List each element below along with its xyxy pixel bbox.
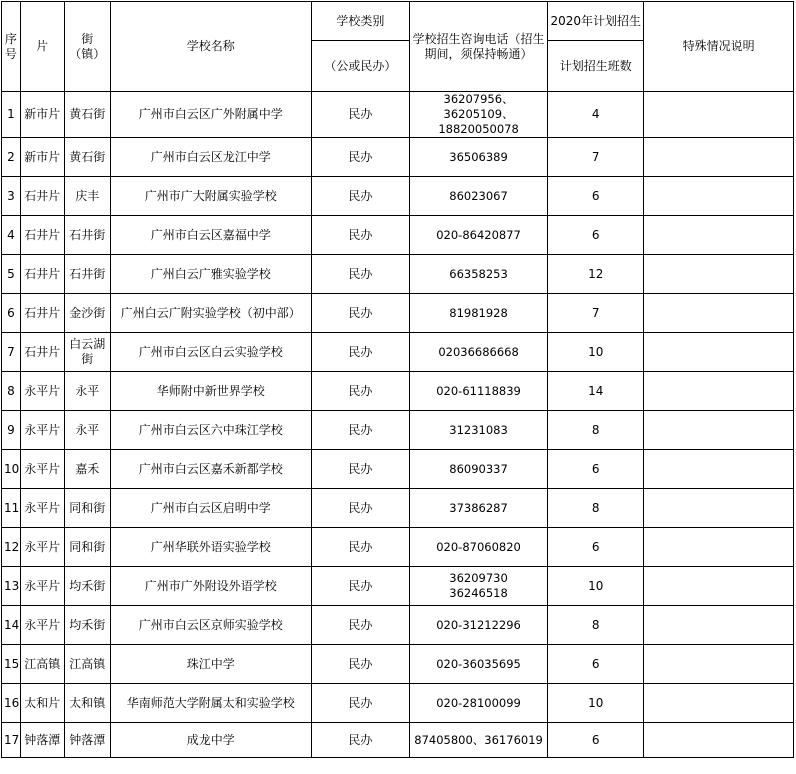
table-row xyxy=(2,528,794,567)
row-note xyxy=(644,216,794,255)
row-school-name: 华南师范大学附属太和实验学校 xyxy=(110,684,311,723)
row-note xyxy=(644,450,794,489)
row-seq: 12 xyxy=(2,528,21,567)
table-row xyxy=(2,333,794,372)
row-school-type: 民办 xyxy=(311,333,409,372)
row-phone: 87405800、36176019 xyxy=(410,723,548,758)
row-area: 太和片 xyxy=(20,684,64,723)
table-row xyxy=(2,177,794,216)
row-phone: 02036686668 xyxy=(410,333,548,372)
row-school-name: 广州白云广附实验学校（初中部） xyxy=(110,294,311,333)
row-plan-classes: 8 xyxy=(548,489,644,528)
table-row xyxy=(2,294,794,333)
row-school-type: 民办 xyxy=(311,138,409,177)
table-row xyxy=(2,255,794,294)
row-street: 金沙街 xyxy=(64,294,110,333)
row-school-name: 广州市广大附属实验学校 xyxy=(110,177,311,216)
row-note xyxy=(644,528,794,567)
row-street: 白云湖街 xyxy=(64,333,110,372)
row-plan-classes: 6 xyxy=(548,450,644,489)
header-phone: 学校招生咨询电话（招生期间，须保持畅通） xyxy=(410,2,548,92)
row-phone: 020-87060820 xyxy=(410,528,548,567)
row-note xyxy=(644,567,794,606)
row-area: 新市片 xyxy=(20,92,64,138)
row-plan-classes: 7 xyxy=(548,294,644,333)
row-plan-classes: 10 xyxy=(548,684,644,723)
row-note xyxy=(644,684,794,723)
row-area: 永平片 xyxy=(20,450,64,489)
row-seq: 10 xyxy=(2,450,21,489)
row-school-type: 民办 xyxy=(311,216,409,255)
header-area: 片 xyxy=(20,2,64,92)
row-school-type: 民办 xyxy=(311,684,409,723)
row-seq: 15 xyxy=(2,645,21,684)
row-street: 均禾街 xyxy=(64,606,110,645)
row-note xyxy=(644,645,794,684)
header-school-type: 学校类别 xyxy=(311,2,409,41)
header-row xyxy=(2,2,794,41)
row-phone: 36209730 36246518 xyxy=(410,567,548,606)
row-school-type: 民办 xyxy=(311,255,409,294)
row-note xyxy=(644,606,794,645)
row-seq: 8 xyxy=(2,372,21,411)
row-note xyxy=(644,138,794,177)
row-school-name: 珠江中学 xyxy=(110,645,311,684)
row-seq: 7 xyxy=(2,333,21,372)
row-school-name: 广州市白云区六中珠江学校 xyxy=(110,411,311,450)
row-area: 永平片 xyxy=(20,411,64,450)
row-school-name: 广州市白云区龙江中学 xyxy=(110,138,311,177)
row-school-name: 华师附中新世界学校 xyxy=(110,372,311,411)
table-row xyxy=(2,216,794,255)
header-street: 街（镇） xyxy=(64,2,110,92)
header-note: 特殊情况说明 xyxy=(644,2,794,92)
table-row xyxy=(2,138,794,177)
row-seq: 2 xyxy=(2,138,21,177)
row-area: 永平片 xyxy=(20,567,64,606)
row-street: 太和镇 xyxy=(64,684,110,723)
table-row xyxy=(2,606,794,645)
row-seq: 5 xyxy=(2,255,21,294)
header-plan-classes: 计划招生班数 xyxy=(548,41,644,92)
row-area: 永平片 xyxy=(20,372,64,411)
row-plan-classes: 10 xyxy=(548,567,644,606)
row-phone: 020-61118839 xyxy=(410,372,548,411)
row-note xyxy=(644,372,794,411)
header-school-name: 学校名称 xyxy=(110,2,311,92)
row-phone: 86023067 xyxy=(410,177,548,216)
row-note xyxy=(644,255,794,294)
row-area: 石井片 xyxy=(20,294,64,333)
row-street: 黄石街 xyxy=(64,92,110,138)
row-phone: 66358253 xyxy=(410,255,548,294)
row-area: 江高镇 xyxy=(20,645,64,684)
row-plan-classes: 12 xyxy=(548,255,644,294)
row-school-name: 广州市白云区启明中学 xyxy=(110,489,311,528)
table-row xyxy=(2,645,794,684)
row-plan-classes: 14 xyxy=(548,372,644,411)
row-plan-classes: 6 xyxy=(548,177,644,216)
row-street: 钟落潭 xyxy=(64,723,110,758)
row-street: 均禾街 xyxy=(64,567,110,606)
row-phone: 020-28100099 xyxy=(410,684,548,723)
row-note xyxy=(644,333,794,372)
row-school-type: 民办 xyxy=(311,606,409,645)
row-note xyxy=(644,489,794,528)
row-phone: 020-31212296 xyxy=(410,606,548,645)
row-street: 江高镇 xyxy=(64,645,110,684)
header-plan-2020: 2020年计划招生 xyxy=(548,2,644,41)
row-plan-classes: 10 xyxy=(548,333,644,372)
row-plan-classes: 6 xyxy=(548,528,644,567)
row-plan-classes: 6 xyxy=(548,216,644,255)
row-street: 同和街 xyxy=(64,489,110,528)
table-row xyxy=(2,92,794,138)
row-seq: 6 xyxy=(2,294,21,333)
row-area: 永平片 xyxy=(20,528,64,567)
row-school-name: 广州市广外附设外语学校 xyxy=(110,567,311,606)
row-plan-classes: 7 xyxy=(548,138,644,177)
row-phone: 31231083 xyxy=(410,411,548,450)
row-school-type: 民办 xyxy=(311,645,409,684)
row-plan-classes: 8 xyxy=(548,411,644,450)
table-body xyxy=(2,92,794,758)
row-area: 钟落潭 xyxy=(20,723,64,758)
row-seq: 17 xyxy=(2,723,21,758)
row-seq: 1 xyxy=(2,92,21,138)
row-note xyxy=(644,411,794,450)
row-street: 永平 xyxy=(64,372,110,411)
table-row xyxy=(2,723,794,758)
row-area: 石井片 xyxy=(20,177,64,216)
row-plan-classes: 6 xyxy=(548,723,644,758)
row-school-name: 成龙中学 xyxy=(110,723,311,758)
row-seq: 4 xyxy=(2,216,21,255)
row-school-name: 广州市白云区嘉禾新都学校 xyxy=(110,450,311,489)
row-area: 永平片 xyxy=(20,606,64,645)
table-row xyxy=(2,684,794,723)
row-phone: 81981928 xyxy=(410,294,548,333)
row-street: 石井街 xyxy=(64,216,110,255)
table-row xyxy=(2,372,794,411)
row-seq: 3 xyxy=(2,177,21,216)
row-street: 黄石街 xyxy=(64,138,110,177)
row-phone: 86090337 xyxy=(410,450,548,489)
row-plan-classes: 8 xyxy=(548,606,644,645)
row-school-type: 民办 xyxy=(311,294,409,333)
row-school-type: 民办 xyxy=(311,567,409,606)
row-note xyxy=(644,92,794,138)
row-school-name: 广州市白云区嘉福中学 xyxy=(110,216,311,255)
row-seq: 9 xyxy=(2,411,21,450)
row-area: 石井片 xyxy=(20,255,64,294)
row-phone: 020-36035695 xyxy=(410,645,548,684)
row-street: 嘉禾 xyxy=(64,450,110,489)
row-seq: 14 xyxy=(2,606,21,645)
row-school-name: 广州市白云区京师实验学校 xyxy=(110,606,311,645)
row-note xyxy=(644,177,794,216)
table-row xyxy=(2,411,794,450)
row-seq: 16 xyxy=(2,684,21,723)
row-area: 石井片 xyxy=(20,216,64,255)
row-seq: 13 xyxy=(2,567,21,606)
table-row xyxy=(2,489,794,528)
row-phone: 36207956、36205109、18820050078 xyxy=(410,92,548,138)
row-street: 同和街 xyxy=(64,528,110,567)
row-school-type: 民办 xyxy=(311,723,409,758)
row-school-type: 民办 xyxy=(311,92,409,138)
row-school-name: 广州市白云区广外附属中学 xyxy=(110,92,311,138)
header-school-type-sub: （公或民办） xyxy=(311,41,409,92)
header-seq: 序号 xyxy=(2,2,21,92)
row-school-name: 广州市白云区白云实验学校 xyxy=(110,333,311,372)
row-note xyxy=(644,723,794,758)
row-note xyxy=(644,294,794,333)
row-phone: 020-86420877 xyxy=(410,216,548,255)
row-school-type: 民办 xyxy=(311,177,409,216)
row-school-name: 广州华联外语实验学校 xyxy=(110,528,311,567)
row-school-type: 民办 xyxy=(311,450,409,489)
school-enrollment-table xyxy=(1,1,794,758)
table-row xyxy=(2,450,794,489)
row-phone: 36506389 xyxy=(410,138,548,177)
row-seq: 11 xyxy=(2,489,21,528)
row-area: 永平片 xyxy=(20,489,64,528)
row-school-type: 民办 xyxy=(311,489,409,528)
row-plan-classes: 4 xyxy=(548,92,644,138)
row-school-type: 民办 xyxy=(311,411,409,450)
row-school-type: 民办 xyxy=(311,528,409,567)
row-street: 石井街 xyxy=(64,255,110,294)
row-street: 永平 xyxy=(64,411,110,450)
row-area: 石井片 xyxy=(20,333,64,372)
row-street: 庆丰 xyxy=(64,177,110,216)
row-plan-classes: 6 xyxy=(548,645,644,684)
row-area: 新市片 xyxy=(20,138,64,177)
row-school-name: 广州白云广雅实验学校 xyxy=(110,255,311,294)
row-school-type: 民办 xyxy=(311,372,409,411)
row-phone: 37386287 xyxy=(410,489,548,528)
table-row xyxy=(2,567,794,606)
